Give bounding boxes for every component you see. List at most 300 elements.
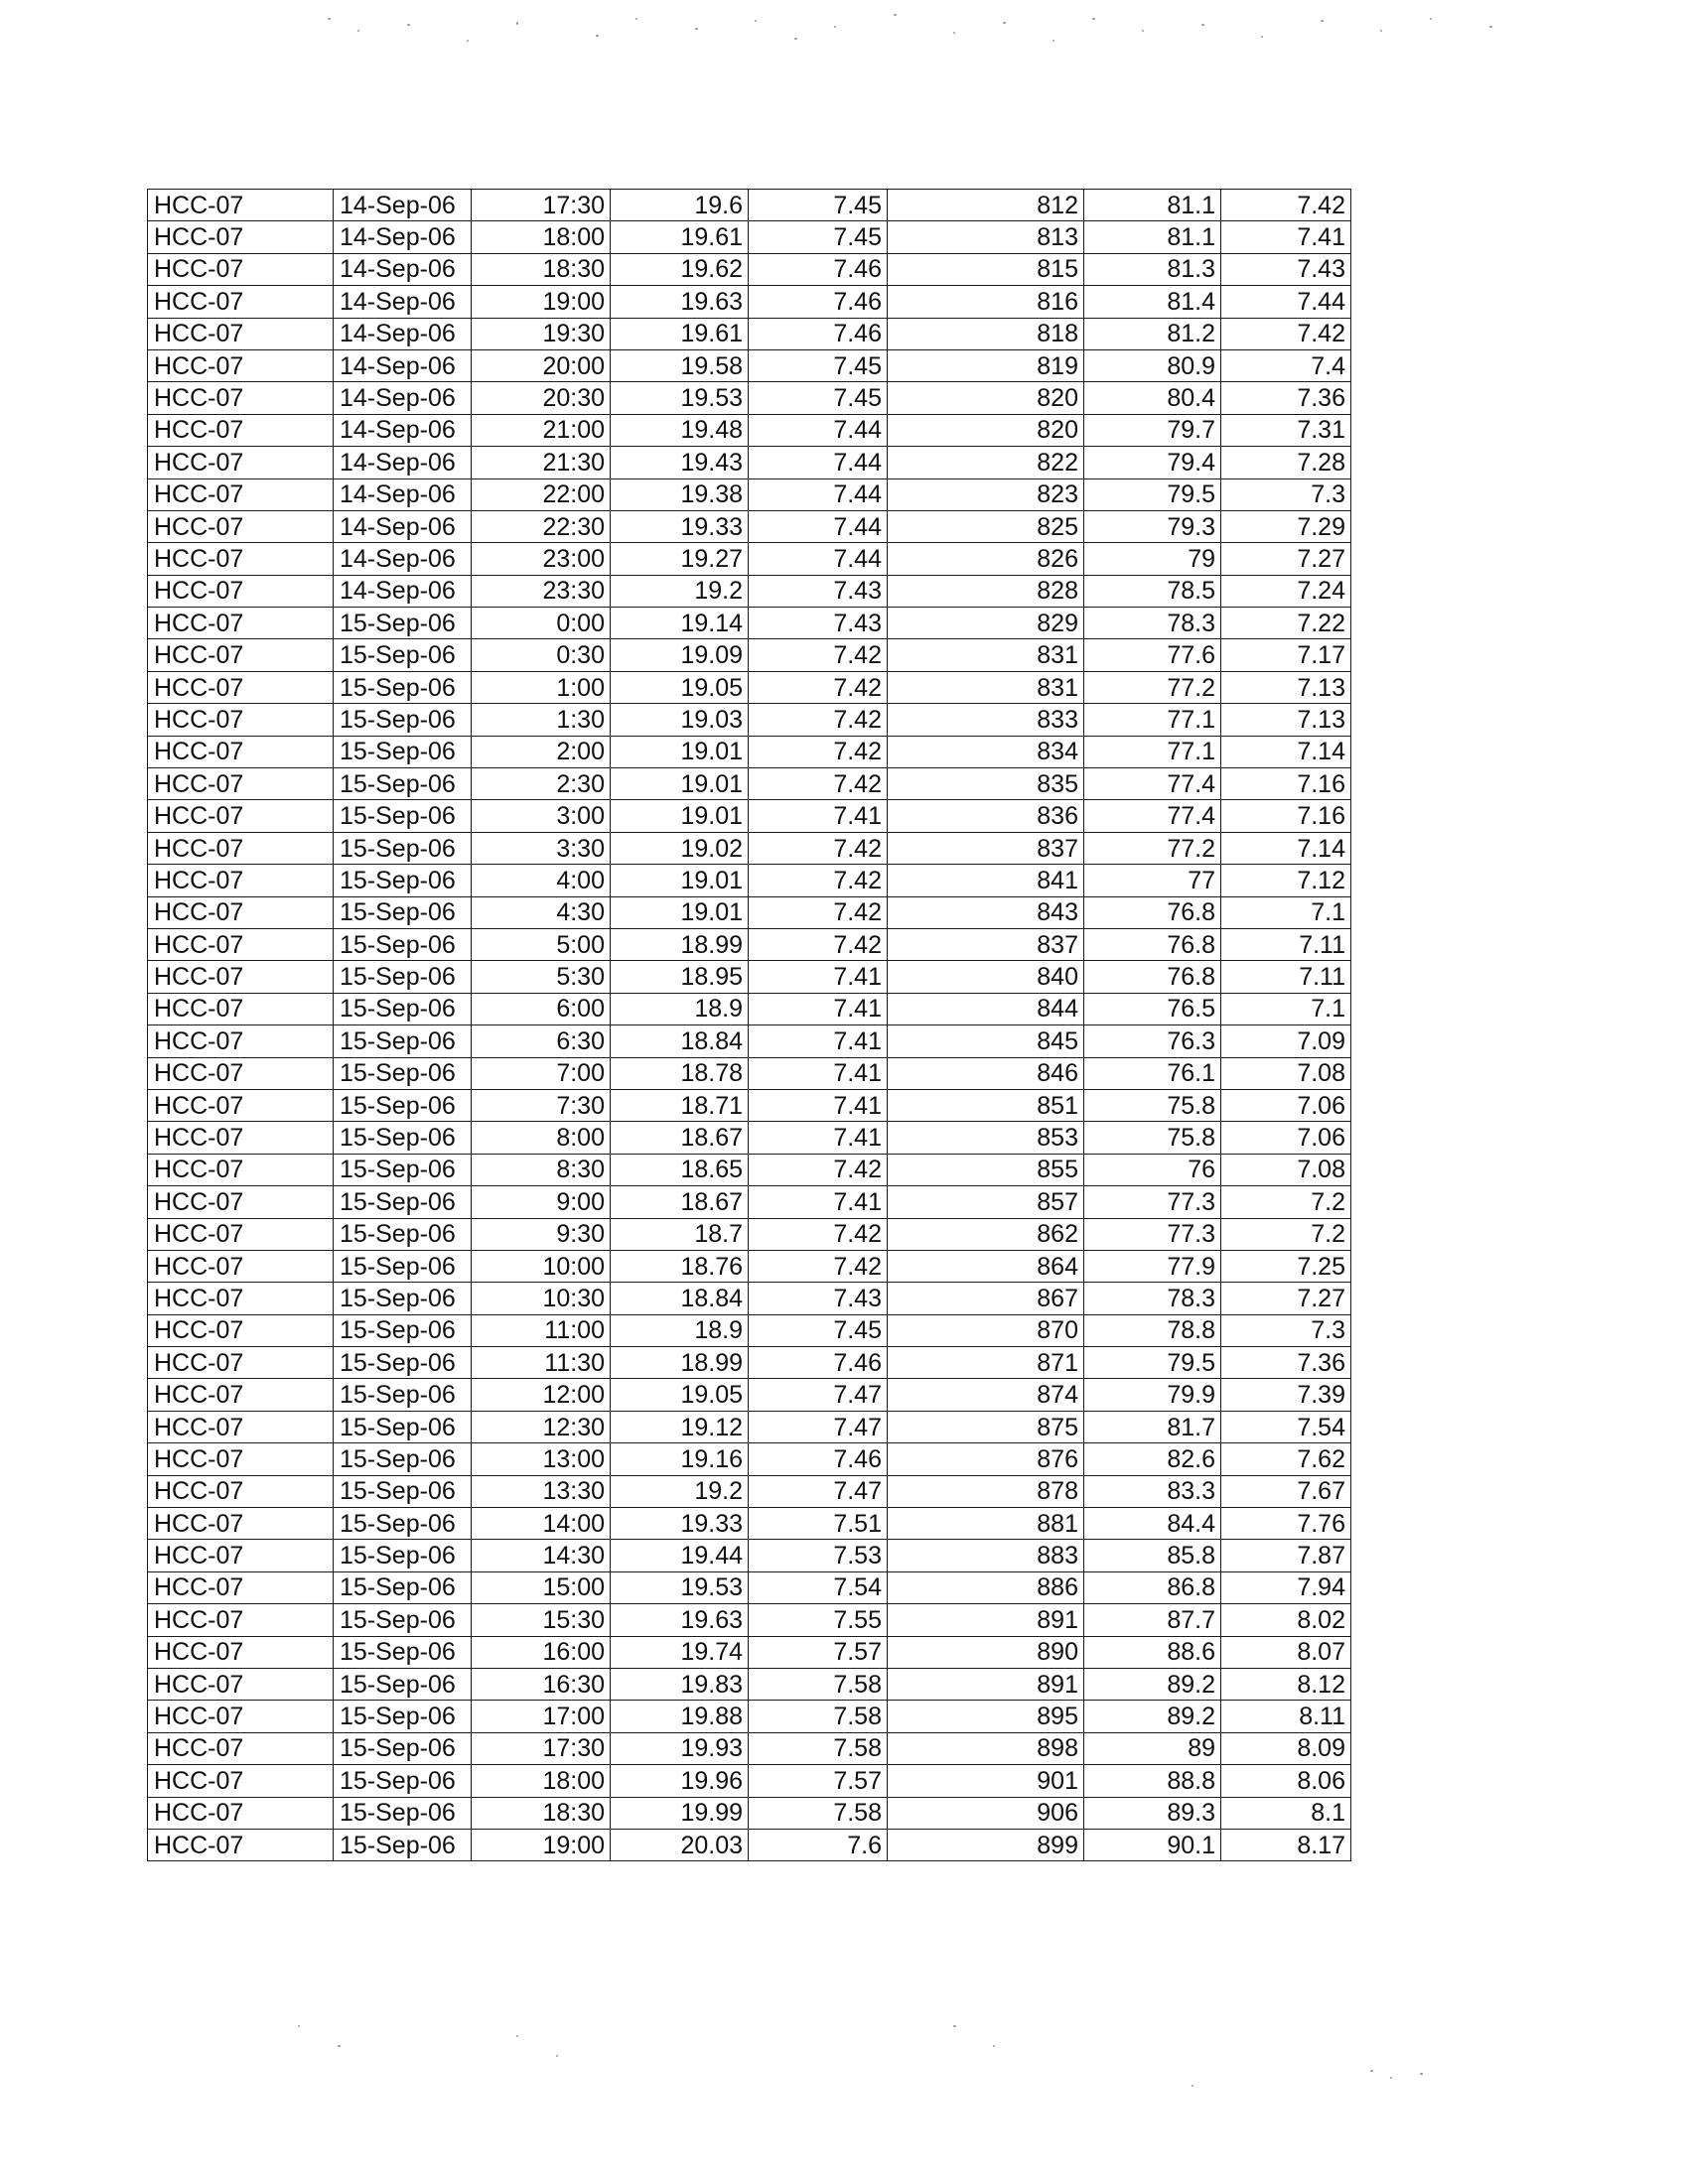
value-cell-2: 7.41 bbox=[749, 1057, 888, 1089]
value-cell-3: 819 bbox=[888, 349, 1084, 381]
value-cell-1: 18.78 bbox=[611, 1057, 749, 1089]
table-row bbox=[148, 928, 1351, 960]
value-cell-2: 7.41 bbox=[749, 961, 888, 993]
value-cell-1: 19.01 bbox=[611, 768, 749, 800]
table-row bbox=[148, 1475, 1351, 1507]
value-cell-2: 7.42 bbox=[749, 736, 888, 767]
value-cell-4: 81.4 bbox=[1084, 286, 1221, 318]
scan-speck bbox=[1489, 26, 1492, 28]
value-cell-3: 906 bbox=[888, 1797, 1084, 1829]
time-cell: 22:00 bbox=[472, 478, 611, 510]
value-cell-4: 79.7 bbox=[1084, 414, 1221, 446]
scan-speck bbox=[953, 2025, 956, 2027]
value-cell-5: 7.12 bbox=[1221, 865, 1351, 896]
time-cell: 1:00 bbox=[472, 671, 611, 703]
value-cell-5: 7.29 bbox=[1221, 510, 1351, 542]
scan-speck bbox=[993, 2045, 995, 2047]
value-cell-4: 84.4 bbox=[1084, 1508, 1221, 1540]
site-cell: HCC-07 bbox=[148, 1604, 334, 1636]
value-cell-2: 7.47 bbox=[749, 1411, 888, 1442]
date-cell: 14-Sep-06 bbox=[334, 190, 472, 221]
table-row bbox=[148, 1154, 1351, 1185]
scan-speck bbox=[755, 20, 757, 22]
value-cell-1: 19.62 bbox=[611, 253, 749, 285]
value-cell-3: 831 bbox=[888, 671, 1084, 703]
value-cell-3: 837 bbox=[888, 928, 1084, 960]
table-row bbox=[148, 1314, 1351, 1346]
table-row bbox=[148, 704, 1351, 736]
value-cell-2: 7.44 bbox=[749, 543, 888, 575]
date-cell: 15-Sep-06 bbox=[334, 896, 472, 928]
value-cell-5: 7.16 bbox=[1221, 800, 1351, 832]
value-cell-3: 822 bbox=[888, 447, 1084, 478]
date-cell: 14-Sep-06 bbox=[334, 478, 472, 510]
value-cell-3: 812 bbox=[888, 190, 1084, 221]
data-table bbox=[147, 189, 1351, 1861]
value-cell-1: 18.9 bbox=[611, 993, 749, 1024]
table-row bbox=[148, 865, 1351, 896]
value-cell-5: 7.16 bbox=[1221, 768, 1351, 800]
table-row bbox=[148, 1732, 1351, 1764]
site-cell: HCC-07 bbox=[148, 736, 334, 767]
value-cell-5: 7.08 bbox=[1221, 1057, 1351, 1089]
scan-speck bbox=[834, 26, 836, 28]
scan-speck bbox=[596, 35, 599, 37]
value-cell-2: 7.53 bbox=[749, 1540, 888, 1571]
scan-speck bbox=[794, 38, 797, 40]
site-cell: HCC-07 bbox=[148, 190, 334, 221]
value-cell-1: 19.6 bbox=[611, 190, 749, 221]
value-cell-2: 7.57 bbox=[749, 1765, 888, 1797]
site-cell: HCC-07 bbox=[148, 768, 334, 800]
table-row bbox=[148, 1057, 1351, 1089]
value-cell-5: 7.44 bbox=[1221, 286, 1351, 318]
value-cell-1: 19.44 bbox=[611, 1540, 749, 1571]
table-row bbox=[148, 575, 1351, 607]
value-cell-4: 81.1 bbox=[1084, 190, 1221, 221]
date-cell: 15-Sep-06 bbox=[334, 865, 472, 896]
scan-speck bbox=[1261, 36, 1263, 38]
time-cell: 12:00 bbox=[472, 1379, 611, 1411]
value-cell-1: 19.01 bbox=[611, 896, 749, 928]
value-cell-1: 19.16 bbox=[611, 1443, 749, 1475]
value-cell-4: 77.2 bbox=[1084, 832, 1221, 864]
value-cell-2: 7.47 bbox=[749, 1475, 888, 1507]
value-cell-1: 20.03 bbox=[611, 1829, 749, 1860]
value-cell-5: 7.1 bbox=[1221, 896, 1351, 928]
table-row bbox=[148, 414, 1351, 446]
value-cell-3: 864 bbox=[888, 1250, 1084, 1282]
site-cell: HCC-07 bbox=[148, 1571, 334, 1603]
site-cell: HCC-07 bbox=[148, 543, 334, 575]
value-cell-5: 7.2 bbox=[1221, 1186, 1351, 1218]
table-row bbox=[148, 1186, 1351, 1218]
site-cell: HCC-07 bbox=[148, 1283, 334, 1314]
value-cell-4: 77.1 bbox=[1084, 736, 1221, 767]
time-cell: 21:00 bbox=[472, 414, 611, 446]
time-cell: 19:00 bbox=[472, 1829, 611, 1860]
scan-speck bbox=[695, 28, 698, 30]
value-cell-5: 7.06 bbox=[1221, 1089, 1351, 1121]
value-cell-5: 7.27 bbox=[1221, 543, 1351, 575]
value-cell-1: 18.67 bbox=[611, 1186, 749, 1218]
time-cell: 10:00 bbox=[472, 1250, 611, 1282]
site-cell: HCC-07 bbox=[148, 1475, 334, 1507]
scan-speck bbox=[635, 18, 637, 20]
site-cell: HCC-07 bbox=[148, 1122, 334, 1154]
value-cell-5: 7.06 bbox=[1221, 1122, 1351, 1154]
scan-speck bbox=[894, 14, 897, 16]
value-cell-3: 862 bbox=[888, 1218, 1084, 1250]
value-cell-4: 89 bbox=[1084, 1732, 1221, 1764]
table-row bbox=[148, 1571, 1351, 1603]
table-row bbox=[148, 1829, 1351, 1860]
table-row bbox=[148, 1508, 1351, 1540]
value-cell-1: 19.01 bbox=[611, 800, 749, 832]
date-cell: 15-Sep-06 bbox=[334, 1218, 472, 1250]
date-cell: 15-Sep-06 bbox=[334, 1571, 472, 1603]
value-cell-3: 853 bbox=[888, 1122, 1084, 1154]
value-cell-4: 79.3 bbox=[1084, 510, 1221, 542]
value-cell-3: 878 bbox=[888, 1475, 1084, 1507]
value-cell-1: 19.88 bbox=[611, 1701, 749, 1732]
value-cell-5: 7.67 bbox=[1221, 1475, 1351, 1507]
value-cell-4: 81.3 bbox=[1084, 253, 1221, 285]
value-cell-2: 7.41 bbox=[749, 1089, 888, 1121]
value-cell-4: 79.5 bbox=[1084, 478, 1221, 510]
site-cell: HCC-07 bbox=[148, 1347, 334, 1379]
date-cell: 14-Sep-06 bbox=[334, 286, 472, 318]
value-cell-3: 844 bbox=[888, 993, 1084, 1024]
site-cell: HCC-07 bbox=[148, 1636, 334, 1668]
date-cell: 14-Sep-06 bbox=[334, 349, 472, 381]
date-cell: 15-Sep-06 bbox=[334, 1411, 472, 1442]
date-cell: 15-Sep-06 bbox=[334, 1668, 472, 1700]
table-row bbox=[148, 349, 1351, 381]
site-cell: HCC-07 bbox=[148, 1314, 334, 1346]
value-cell-3: 891 bbox=[888, 1604, 1084, 1636]
table-row bbox=[148, 896, 1351, 928]
time-cell: 6:30 bbox=[472, 1025, 611, 1057]
scan-speck bbox=[1192, 2085, 1193, 2087]
value-cell-2: 7.46 bbox=[749, 1443, 888, 1475]
value-cell-3: 886 bbox=[888, 1571, 1084, 1603]
value-cell-5: 7.24 bbox=[1221, 575, 1351, 607]
value-cell-4: 77.4 bbox=[1084, 768, 1221, 800]
value-cell-1: 18.99 bbox=[611, 1347, 749, 1379]
value-cell-2: 7.43 bbox=[749, 608, 888, 639]
value-cell-4: 76.8 bbox=[1084, 961, 1221, 993]
value-cell-1: 19.33 bbox=[611, 1508, 749, 1540]
date-cell: 15-Sep-06 bbox=[334, 1765, 472, 1797]
value-cell-4: 79.9 bbox=[1084, 1379, 1221, 1411]
value-cell-4: 79.4 bbox=[1084, 447, 1221, 478]
time-cell: 12:30 bbox=[472, 1411, 611, 1442]
value-cell-3: 836 bbox=[888, 800, 1084, 832]
value-cell-2: 7.43 bbox=[749, 1283, 888, 1314]
site-cell: HCC-07 bbox=[148, 1443, 334, 1475]
table-row bbox=[148, 608, 1351, 639]
value-cell-5: 8.11 bbox=[1221, 1701, 1351, 1732]
time-cell: 5:00 bbox=[472, 928, 611, 960]
time-cell: 15:30 bbox=[472, 1604, 611, 1636]
site-cell: HCC-07 bbox=[148, 253, 334, 285]
value-cell-3: 857 bbox=[888, 1186, 1084, 1218]
value-cell-5: 8.17 bbox=[1221, 1829, 1351, 1860]
value-cell-5: 7.36 bbox=[1221, 1347, 1351, 1379]
value-cell-4: 89.2 bbox=[1084, 1668, 1221, 1700]
value-cell-5: 7.14 bbox=[1221, 832, 1351, 864]
site-cell: HCC-07 bbox=[148, 865, 334, 896]
value-cell-4: 81.2 bbox=[1084, 318, 1221, 349]
value-cell-2: 7.46 bbox=[749, 318, 888, 349]
time-cell: 18:00 bbox=[472, 1765, 611, 1797]
value-cell-1: 18.95 bbox=[611, 961, 749, 993]
value-cell-1: 18.99 bbox=[611, 928, 749, 960]
value-cell-5: 7.09 bbox=[1221, 1025, 1351, 1057]
value-cell-4: 77.2 bbox=[1084, 671, 1221, 703]
time-cell: 17:30 bbox=[472, 1732, 611, 1764]
value-cell-2: 7.55 bbox=[749, 1604, 888, 1636]
value-cell-1: 19.12 bbox=[611, 1411, 749, 1442]
table-body bbox=[148, 190, 1351, 1861]
time-cell: 17:00 bbox=[472, 1701, 611, 1732]
site-cell: HCC-07 bbox=[148, 961, 334, 993]
value-cell-5: 7.31 bbox=[1221, 414, 1351, 446]
time-cell: 9:00 bbox=[472, 1186, 611, 1218]
time-cell: 19:30 bbox=[472, 318, 611, 349]
date-cell: 15-Sep-06 bbox=[334, 1154, 472, 1185]
value-cell-2: 7.58 bbox=[749, 1668, 888, 1700]
value-cell-2: 7.42 bbox=[749, 704, 888, 736]
value-cell-3: 870 bbox=[888, 1314, 1084, 1346]
date-cell: 15-Sep-06 bbox=[334, 1057, 472, 1089]
value-cell-5: 7.62 bbox=[1221, 1443, 1351, 1475]
table-row bbox=[148, 1122, 1351, 1154]
site-cell: HCC-07 bbox=[148, 1250, 334, 1282]
value-cell-1: 19.93 bbox=[611, 1732, 749, 1764]
value-cell-3: 841 bbox=[888, 865, 1084, 896]
value-cell-2: 7.42 bbox=[749, 639, 888, 671]
value-cell-3: 901 bbox=[888, 1765, 1084, 1797]
value-cell-5: 7.54 bbox=[1221, 1411, 1351, 1442]
date-cell: 15-Sep-06 bbox=[334, 704, 472, 736]
time-cell: 13:30 bbox=[472, 1475, 611, 1507]
site-cell: HCC-07 bbox=[148, 1025, 334, 1057]
value-cell-5: 7.27 bbox=[1221, 1283, 1351, 1314]
value-cell-1: 19.09 bbox=[611, 639, 749, 671]
site-cell: HCC-07 bbox=[148, 510, 334, 542]
value-cell-3: 871 bbox=[888, 1347, 1084, 1379]
value-cell-5: 7.42 bbox=[1221, 318, 1351, 349]
time-cell: 13:00 bbox=[472, 1443, 611, 1475]
value-cell-1: 19.63 bbox=[611, 286, 749, 318]
time-cell: 2:30 bbox=[472, 768, 611, 800]
value-cell-4: 89.2 bbox=[1084, 1701, 1221, 1732]
site-cell: HCC-07 bbox=[148, 286, 334, 318]
value-cell-5: 7.22 bbox=[1221, 608, 1351, 639]
value-cell-2: 7.44 bbox=[749, 478, 888, 510]
scan-speck bbox=[556, 2055, 558, 2057]
value-cell-2: 7.45 bbox=[749, 221, 888, 253]
value-cell-2: 7.47 bbox=[749, 1379, 888, 1411]
table-row bbox=[148, 1701, 1351, 1732]
time-cell: 8:30 bbox=[472, 1154, 611, 1185]
scan-speck bbox=[953, 32, 955, 34]
value-cell-3: 867 bbox=[888, 1283, 1084, 1314]
value-cell-3: 829 bbox=[888, 608, 1084, 639]
value-cell-1: 19.2 bbox=[611, 575, 749, 607]
value-cell-1: 19.03 bbox=[611, 704, 749, 736]
value-cell-3: 816 bbox=[888, 286, 1084, 318]
time-cell: 9:30 bbox=[472, 1218, 611, 1250]
date-cell: 14-Sep-06 bbox=[334, 543, 472, 575]
value-cell-1: 19.58 bbox=[611, 349, 749, 381]
value-cell-2: 7.42 bbox=[749, 1218, 888, 1250]
value-cell-4: 83.3 bbox=[1084, 1475, 1221, 1507]
value-cell-3: 831 bbox=[888, 639, 1084, 671]
table-row bbox=[148, 447, 1351, 478]
value-cell-3: 823 bbox=[888, 478, 1084, 510]
value-cell-2: 7.43 bbox=[749, 575, 888, 607]
table-row bbox=[148, 382, 1351, 414]
site-cell: HCC-07 bbox=[148, 1057, 334, 1089]
value-cell-2: 7.41 bbox=[749, 993, 888, 1024]
date-cell: 15-Sep-06 bbox=[334, 1379, 472, 1411]
scan-speck bbox=[1092, 18, 1095, 20]
table-row bbox=[148, 221, 1351, 253]
value-cell-2: 7.42 bbox=[749, 1250, 888, 1282]
value-cell-3: 855 bbox=[888, 1154, 1084, 1185]
site-cell: HCC-07 bbox=[148, 1829, 334, 1860]
table-row bbox=[148, 1604, 1351, 1636]
value-cell-1: 19.33 bbox=[611, 510, 749, 542]
value-cell-1: 19.38 bbox=[611, 478, 749, 510]
time-cell: 3:00 bbox=[472, 800, 611, 832]
value-cell-5: 7.43 bbox=[1221, 253, 1351, 285]
site-cell: HCC-07 bbox=[148, 1540, 334, 1571]
value-cell-3: 825 bbox=[888, 510, 1084, 542]
value-cell-5: 7.11 bbox=[1221, 961, 1351, 993]
value-cell-3: 820 bbox=[888, 414, 1084, 446]
value-cell-3: 846 bbox=[888, 1057, 1084, 1089]
date-cell: 15-Sep-06 bbox=[334, 1025, 472, 1057]
date-cell: 15-Sep-06 bbox=[334, 608, 472, 639]
value-cell-2: 7.42 bbox=[749, 1154, 888, 1185]
value-cell-2: 7.6 bbox=[749, 1829, 888, 1860]
value-cell-3: 835 bbox=[888, 768, 1084, 800]
table-row bbox=[148, 1411, 1351, 1442]
value-cell-1: 18.9 bbox=[611, 1314, 749, 1346]
scan-speck bbox=[328, 18, 331, 20]
time-cell: 23:30 bbox=[472, 575, 611, 607]
value-cell-1: 18.7 bbox=[611, 1218, 749, 1250]
table-row bbox=[148, 1443, 1351, 1475]
date-cell: 15-Sep-06 bbox=[334, 1701, 472, 1732]
value-cell-2: 7.45 bbox=[749, 382, 888, 414]
time-cell: 11:00 bbox=[472, 1314, 611, 1346]
scan-speck bbox=[1201, 24, 1204, 26]
table-row bbox=[148, 1025, 1351, 1057]
value-cell-4: 76.1 bbox=[1084, 1057, 1221, 1089]
site-cell: HCC-07 bbox=[148, 447, 334, 478]
date-cell: 15-Sep-06 bbox=[334, 736, 472, 767]
value-cell-3: 875 bbox=[888, 1411, 1084, 1442]
date-cell: 14-Sep-06 bbox=[334, 318, 472, 349]
value-cell-2: 7.42 bbox=[749, 768, 888, 800]
value-cell-1: 18.84 bbox=[611, 1283, 749, 1314]
value-cell-1: 19.05 bbox=[611, 671, 749, 703]
value-cell-2: 7.42 bbox=[749, 896, 888, 928]
value-cell-1: 19.74 bbox=[611, 1636, 749, 1668]
table-row bbox=[148, 1540, 1351, 1571]
date-cell: 15-Sep-06 bbox=[334, 1636, 472, 1668]
value-cell-2: 7.41 bbox=[749, 800, 888, 832]
value-cell-5: 7.76 bbox=[1221, 1508, 1351, 1540]
value-cell-5: 7.28 bbox=[1221, 447, 1351, 478]
table-row bbox=[148, 1379, 1351, 1411]
time-cell: 22:30 bbox=[472, 510, 611, 542]
value-cell-4: 77.1 bbox=[1084, 704, 1221, 736]
date-cell: 14-Sep-06 bbox=[334, 447, 472, 478]
value-cell-3: 890 bbox=[888, 1636, 1084, 1668]
value-cell-2: 7.44 bbox=[749, 414, 888, 446]
value-cell-1: 19.61 bbox=[611, 318, 749, 349]
value-cell-3: 820 bbox=[888, 382, 1084, 414]
value-cell-1: 19.43 bbox=[611, 447, 749, 478]
date-cell: 15-Sep-06 bbox=[334, 639, 472, 671]
value-cell-1: 18.65 bbox=[611, 1154, 749, 1185]
date-cell: 15-Sep-06 bbox=[334, 1186, 472, 1218]
date-cell: 15-Sep-06 bbox=[334, 1732, 472, 1764]
value-cell-2: 7.45 bbox=[749, 190, 888, 221]
value-cell-2: 7.45 bbox=[749, 1314, 888, 1346]
value-cell-1: 19.27 bbox=[611, 543, 749, 575]
table-row bbox=[148, 1283, 1351, 1314]
table-row bbox=[148, 736, 1351, 767]
value-cell-5: 7.1 bbox=[1221, 993, 1351, 1024]
value-cell-2: 7.44 bbox=[749, 510, 888, 542]
value-cell-3: 891 bbox=[888, 1668, 1084, 1700]
scan-speck bbox=[1321, 20, 1324, 22]
time-cell: 0:00 bbox=[472, 608, 611, 639]
value-cell-4: 90.1 bbox=[1084, 1829, 1221, 1860]
table-row bbox=[148, 510, 1351, 542]
value-cell-2: 7.46 bbox=[749, 1347, 888, 1379]
value-cell-4: 80.4 bbox=[1084, 382, 1221, 414]
value-cell-3: 895 bbox=[888, 1701, 1084, 1732]
site-cell: HCC-07 bbox=[148, 1186, 334, 1218]
value-cell-2: 7.58 bbox=[749, 1797, 888, 1829]
site-cell: HCC-07 bbox=[148, 928, 334, 960]
value-cell-5: 7.87 bbox=[1221, 1540, 1351, 1571]
value-cell-4: 77.9 bbox=[1084, 1250, 1221, 1282]
date-cell: 14-Sep-06 bbox=[334, 414, 472, 446]
table-row bbox=[148, 1668, 1351, 1700]
time-cell: 20:30 bbox=[472, 382, 611, 414]
value-cell-4: 76.8 bbox=[1084, 928, 1221, 960]
table-row bbox=[148, 1218, 1351, 1250]
value-cell-1: 19.01 bbox=[611, 736, 749, 767]
time-cell: 7:00 bbox=[472, 1057, 611, 1089]
value-cell-5: 7.2 bbox=[1221, 1218, 1351, 1250]
value-cell-2: 7.46 bbox=[749, 253, 888, 285]
value-cell-4: 76 bbox=[1084, 1154, 1221, 1185]
value-cell-4: 81.1 bbox=[1084, 221, 1221, 253]
date-cell: 14-Sep-06 bbox=[334, 510, 472, 542]
value-cell-4: 77.6 bbox=[1084, 639, 1221, 671]
date-cell: 15-Sep-06 bbox=[334, 1283, 472, 1314]
